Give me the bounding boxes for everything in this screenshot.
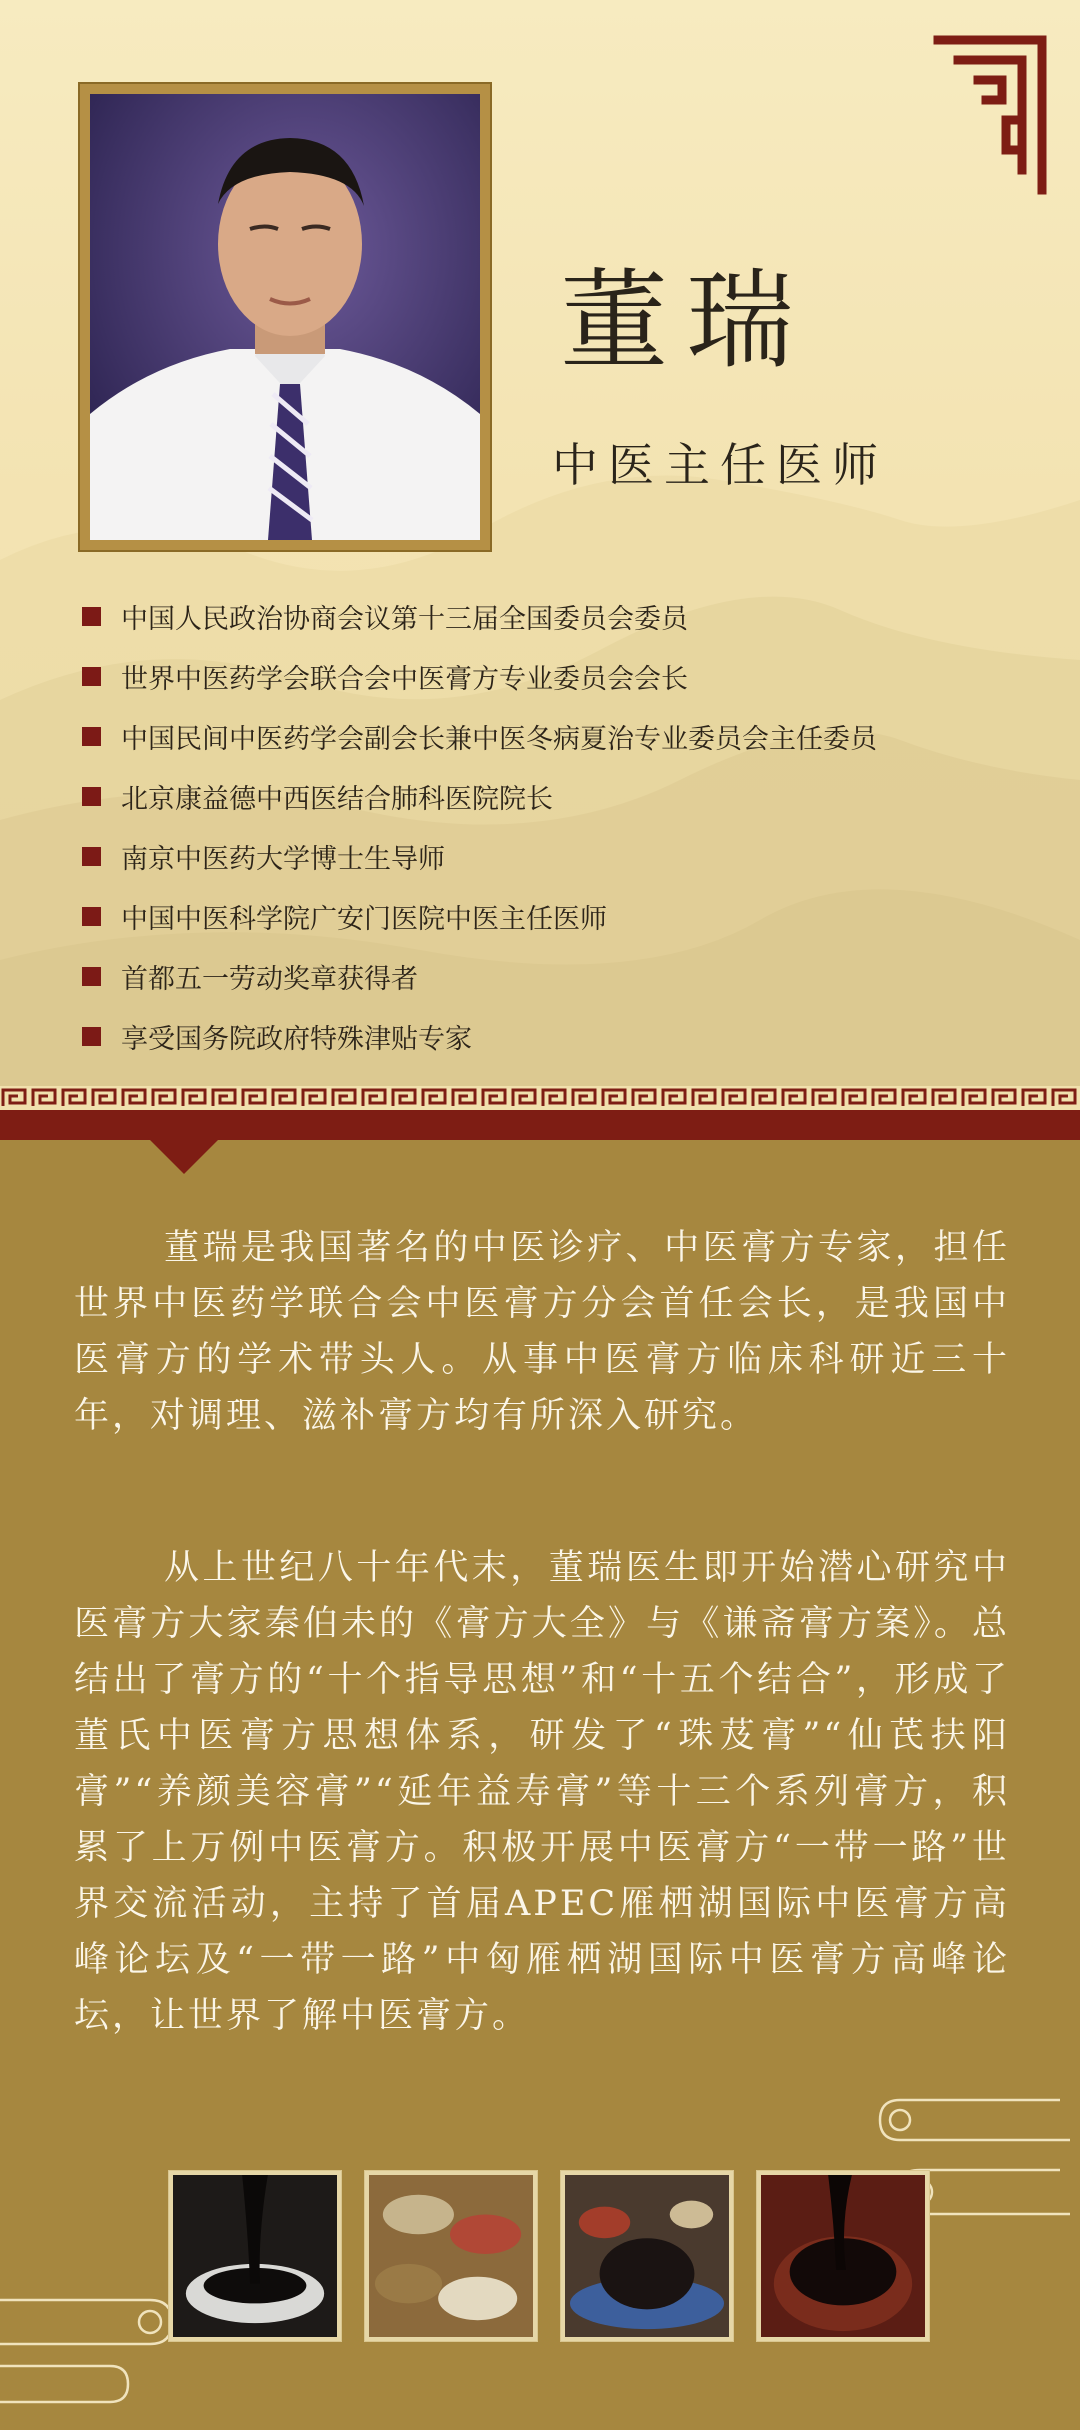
bio-paragraph-2: 从上世纪八十年代末，董瑞医生即开始潜心研究中医膏方大家秦伯未的《膏方大全》与《谦斋膏方案》。总结出了膏方的“十个指导思想”和“十五个结合”，形成了董氏中医膏方思想体系，研发了“珠芨膏”“仙芪扶阳膏”“养颜美容膏”“延年益寿膏”等十三个系列膏方，积累了上万例中医膏方。积极开展中医膏方“一带一路”世界交流活动，主持了首届APEC雁栖湖国际中医膏方高峰论坛及“一带一路”中匈雁栖湖国际中医膏方高峰论坛，让世界了解中医膏方。 (74, 1548, 1010, 2036)
credential-text: 南京中医药大学博士生导师 (121, 843, 445, 874)
square-bullet-icon (82, 907, 101, 926)
credential-text: 世界中医药学会联合会中医膏方专业委员会会长 (121, 663, 688, 694)
square-bullet-icon (82, 1027, 101, 1046)
list-item (82, 766, 877, 826)
thumbnail-image (756, 2170, 930, 2342)
divider-band (0, 1110, 1080, 1140)
list-item (82, 706, 877, 766)
doctor-name: 董瑞 (560, 259, 813, 384)
credentials-list (82, 586, 877, 1066)
doctor-title: 中医主任医师 (552, 438, 888, 492)
credential-text: 北京康益德中西医结合肺科医院院长 (121, 783, 553, 814)
square-bullet-icon (82, 787, 101, 806)
list-item (82, 826, 877, 886)
credential-text: 中国人民政治协商会议第十三届全国委员会委员 (121, 603, 688, 634)
list-item (82, 946, 877, 1006)
portrait-frame (78, 82, 492, 552)
square-bullet-icon (82, 967, 101, 986)
credential-text: 中国民间中医药学会副会长兼中医冬病夏治专业委员会主任委员 (121, 723, 877, 754)
list-item (82, 586, 877, 646)
profile-section (0, 0, 1080, 1098)
square-bullet-icon (82, 607, 101, 626)
credential-text: 首都五一劳动奖章获得者 (121, 963, 418, 994)
product-thumbnails (168, 2170, 934, 2350)
list-item (82, 646, 877, 706)
bio-paragraph-1: 董瑞是我国著名的中医诊疗、中医膏方专家，担任世界中医药学联合会中医膏方分会首任会长，是我国中医膏方的学术带头人。从事中医膏方临床科研近三十年，对调理、滋补膏方均有所深入研究。 (74, 1228, 1010, 1436)
square-bullet-icon (82, 667, 101, 686)
credential-text: 中国中医科学院广安门医院中医主任医师 (121, 903, 607, 934)
thumbnail-image (364, 2170, 538, 2342)
square-bullet-icon (82, 847, 101, 866)
square-bullet-icon (82, 727, 101, 746)
portrait-photo (90, 94, 480, 540)
triangle-pointer-icon (148, 1138, 220, 1174)
list-item (82, 886, 877, 946)
thumbnail-image (560, 2170, 734, 2342)
credential-text: 享受国务院政府特殊津贴专家 (121, 1023, 472, 1054)
greek-key-border-icon (0, 1086, 1080, 1110)
thumbnail-image (168, 2170, 342, 2342)
list-item (82, 1006, 877, 1066)
chinese-fret-corner-icon (930, 30, 1050, 200)
